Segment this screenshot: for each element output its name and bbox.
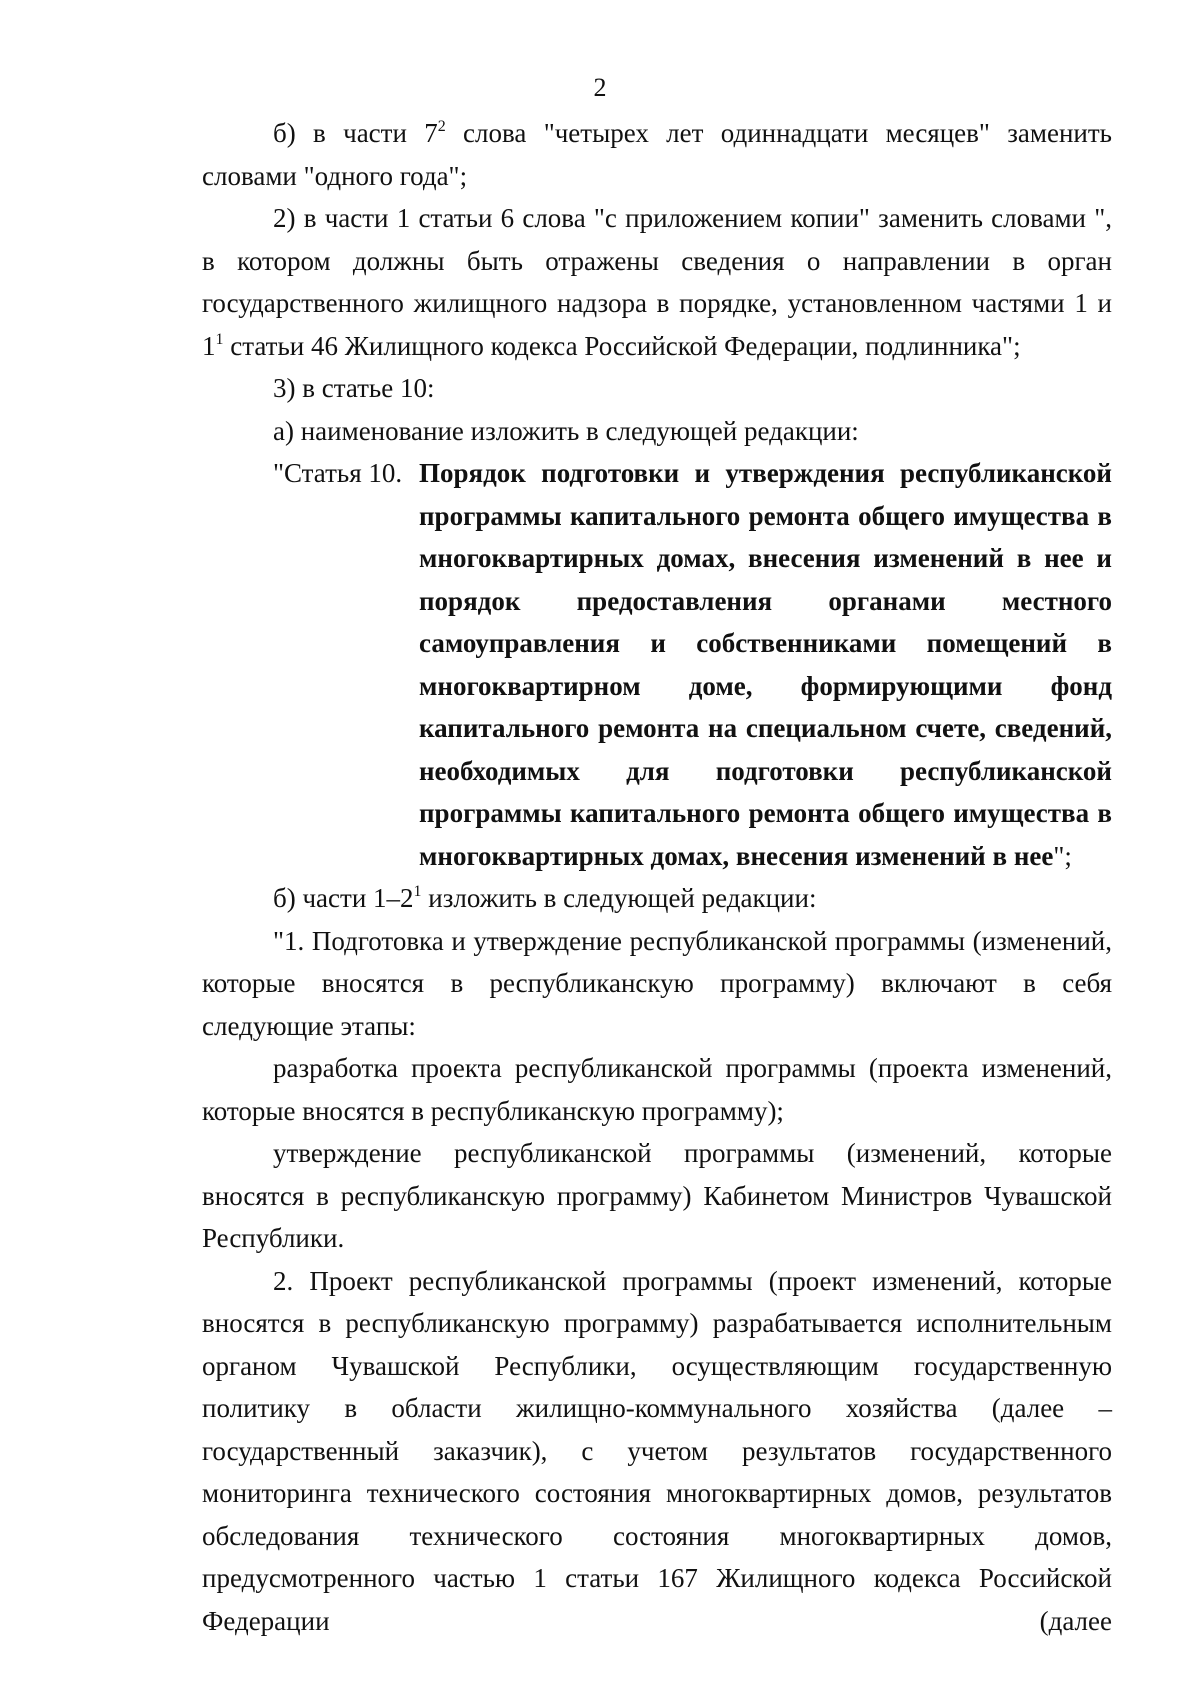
superscript: 1 [215,330,224,348]
paragraph-9: 2. Проект республиканской программы (проект изменений, которые вносятся в республиканскую программу) разрабатывается исполнительным органом Чувашской Республики, осуществляющим государственную политику в области жилищно-коммунального хозяйства (далее – государственный заказчик), с учетом результатов государственного мониторинга технического состояния многоквартирных домов, результатов обследования технического состояния многоквартирных домов, предусмотренного частью 1 статьи 167 Жилищного кодекса Российской Федерации (далее [202,1265,1112,1636]
page-number: 2 [593,73,607,102]
paragraph-2 [202,197,1112,367]
article-title [419,452,1112,877]
paragraph-1-text-a: б) в части 7 [273,118,438,148]
paragraph-4: а) наименование изложить в следующей редакции: [273,415,859,446]
paragraph-2-text-b: статьи 46 Жилищного кодекса Российской Федерации, подлинника"; [223,330,1021,361]
document-body [202,112,1112,1642]
paragraph-1 [202,112,1112,197]
paragraph-7: разработка проекта республиканской программы (проекта изменений, которые вносятся в республиканскую программу); [202,1053,1112,1126]
paragraph-5-text-a: б) части 1–2 [273,883,414,913]
paragraph-5 [202,877,1112,920]
article-label: "Статья 10. [273,458,403,488]
paragraph-5-text-b: изложить в следующей редакции: [421,883,817,913]
article-title-tail: "; [1053,840,1072,871]
superscript: 1 [413,883,422,900]
paragraph-6: "1. Подготовка и утверждение республиканской программы (изменений, которые вносятся в республиканскую программу) включают в себя следующие этапы: [202,925,1112,1041]
article-heading [202,452,1112,877]
paragraph-3: 3) в статье 10: [273,373,435,403]
paragraph-8: утверждение республиканской программы (изменений, которые вносятся в республиканскую программу) Кабинетом Министров Чувашской Республики. [202,1138,1112,1253]
paragraph-2-text-a: 2) в части 1 статьи 6 слова "с приложением копии" заменить словами ", в котором должны быть отражены сведения о направлении в орган государственного жилищного надзора в порядке, установленном частями 1 и 1 [202,203,1112,361]
article-title-text: Порядок подготовки и утверждения республиканской программы капитального ремонта общего имущества в многоквартирных домах, внесения изменений в нее и порядок предоставления органами местного самоуправления и собственниками помещений в многоквартирном доме, формирующими фонд капитального ремонта на специальном счете, сведений, необходимых для подготовки республиканской программы капитального ремонта общего имущества в многоквартирных домах, внесения изменений в нее [419,458,1112,871]
paragraph-1-text-b: слова "четырех лет одиннадцати месяцев" заменить словами "одного года"; [202,118,1112,191]
superscript: 2 [437,118,446,135]
